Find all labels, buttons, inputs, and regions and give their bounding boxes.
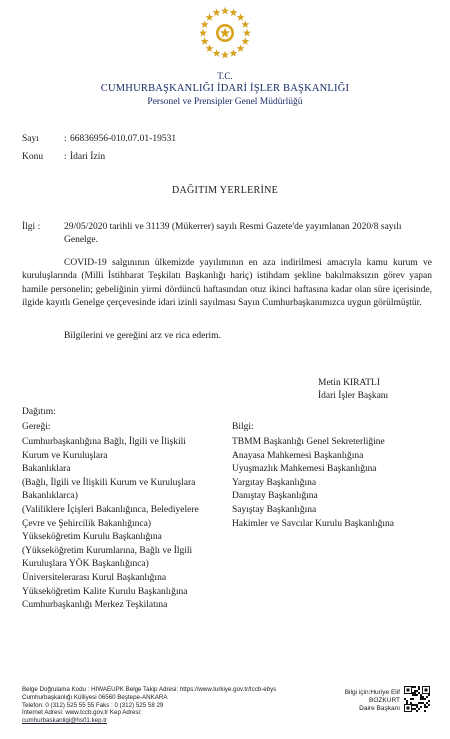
footer-verify: Belge Doğrulama Kodu : HIWAEUPK Belge Takip Adresi: https://www.turkiye.gov.tr/tccb-ebys <box>22 686 277 693</box>
bilgi-item: Hakimler ve Savcılar Kurulu Başkanlığına <box>232 518 394 529</box>
qr-code-icon <box>404 686 430 712</box>
meta-colon: : <box>64 134 67 144</box>
document-title: DAĞITIM YERLERİNE <box>171 185 279 196</box>
header-institution: CUMHURBAŞKANLIĞI İDARİ İŞLER BAŞKANLIĞI <box>100 83 350 94</box>
gerei-item: Cumhurbaşkanlığına Bağlı, İlgili ve İlişkili <box>22 437 186 447</box>
footer-phone: Telefon: 0 (312) 525 55 55 Faks : 0 (312) 525 58 29 <box>22 701 164 709</box>
gerei-item: Kurum ve Kuruluşlara <box>22 450 108 461</box>
header-tc: T.C. <box>217 71 233 81</box>
gerei-item: Çevre ve Şehircilik Bakanlığınca) <box>22 518 151 529</box>
bilgi-item: Danıştay Başkanlığına <box>232 491 318 502</box>
gerei-item: Yükseköğretim Kurulu Başkanlığına <box>22 532 162 543</box>
footer-email-link[interactable]: cumhurbaskanligi@hs01.kep.tr <box>22 717 108 725</box>
sayi-value: 66836956-010.07.01-19531 <box>70 134 177 144</box>
bilgi-item: Anayasa Mahkemesi Başkanlığına <box>232 450 364 461</box>
gerei-item: Bakanlıklara <box>22 464 71 475</box>
ilgi-section <box>22 221 432 247</box>
gerei-item: (Yükseköğretim Kurumlarına, Bağlı ve İlgili <box>22 545 193 556</box>
presidential-seal-emblem <box>196 4 254 62</box>
gerei-item: (Valiliklere İçişleri Bakanlığınca, Belediyelere <box>22 504 199 515</box>
meta-colon: : <box>64 152 67 162</box>
gerei-item: Kuruluşlara YÖK Başkanlığınca) <box>22 559 149 570</box>
sayi-label: Sayı <box>22 134 39 144</box>
letter-body <box>22 257 432 311</box>
konu-label: Konu <box>22 152 44 162</box>
gerei-label: Gereği: <box>22 422 51 432</box>
bilgi-label: Bilgi: <box>232 422 254 432</box>
closing-line: Bilgilerini ve gereğini arz ve rica ederim. <box>64 331 221 341</box>
footer-address: Cumhurbaşkanlığı Külliyesi 06560 Beştepe-ANKARA <box>22 693 168 701</box>
info-line: BOZKURT <box>369 697 400 704</box>
distribution-label: Dağıtım: <box>22 407 56 417</box>
body-paragraph: COVID-19 salgınının ülkemizde yayılımının en aza indirilmesi amacıyla kamu kurum ve kuruluşlarında (Milli İstihbarat Teşkilatı Başkanlığı hariç) istihdam şekline bakılmaksızın görev yapan hamile personelin; gebeliğinin yirmi dördüncü haftasından otuz ikinci haftasına kadar olan süre içerisinde, ilgide kayıtlı Genelge çerçevesinde idari izinli sayılması Sayın Cumhurbaşkanımızca uygun görülmüştür. <box>22 258 432 309</box>
gerei-item: Cumhurbaşkanlığı Merkez Teşkilatına <box>22 600 168 611</box>
gerei-list <box>22 436 222 613</box>
meta-konu-row <box>22 152 105 162</box>
ilgi-label: İlgi : <box>22 222 41 232</box>
info-line: Daire Başkanı <box>359 705 400 712</box>
footer-info <box>322 689 400 713</box>
footer-contact <box>22 686 322 725</box>
info-line: Bilgi için:Huriye Elif <box>344 689 400 696</box>
signer-title: İdari İşler Başkanı <box>318 391 389 401</box>
signer-name: Metin KIRATLI <box>318 378 381 388</box>
gerei-item: (Bağlı, İlgili ve İlişkili Kurum ve Kuruluşlara <box>22 477 196 488</box>
footer-web: İnternet Adresi: www.tccb.gov.tr Kep Adresi: <box>22 709 142 717</box>
bilgi-item: TBMM Başkanlığı Genel Sekreterliğine <box>232 437 385 447</box>
bilgi-item: Yargıtay Başkanlığına <box>232 477 317 488</box>
bilgi-item: Uyuşmazlık Mahkemesi Başkanlığına <box>232 464 377 475</box>
bilgi-list <box>232 436 442 531</box>
ilgi-text: 29/05/2020 tarihli ve 31139 (Mükerrer) sayılı Resmi Gazete'de yayımlanan 2020/8 sayılı Genelge. <box>64 222 402 245</box>
meta-sayi-row <box>22 134 176 144</box>
gerei-item: Üniversitelerarası Kurul Başkanlığına <box>22 572 167 583</box>
header-department: Personel ve Prensipler Genel Müdürlüğü <box>147 97 303 107</box>
gerei-item: Bakanlıklarca) <box>22 491 78 502</box>
konu-value: İdari İzin <box>70 152 106 162</box>
gerei-item: Yükseköğretim Kalite Kurulu Başkanlığına <box>22 586 188 597</box>
bilgi-item: Sayıştay Başkanlığına <box>232 504 317 515</box>
